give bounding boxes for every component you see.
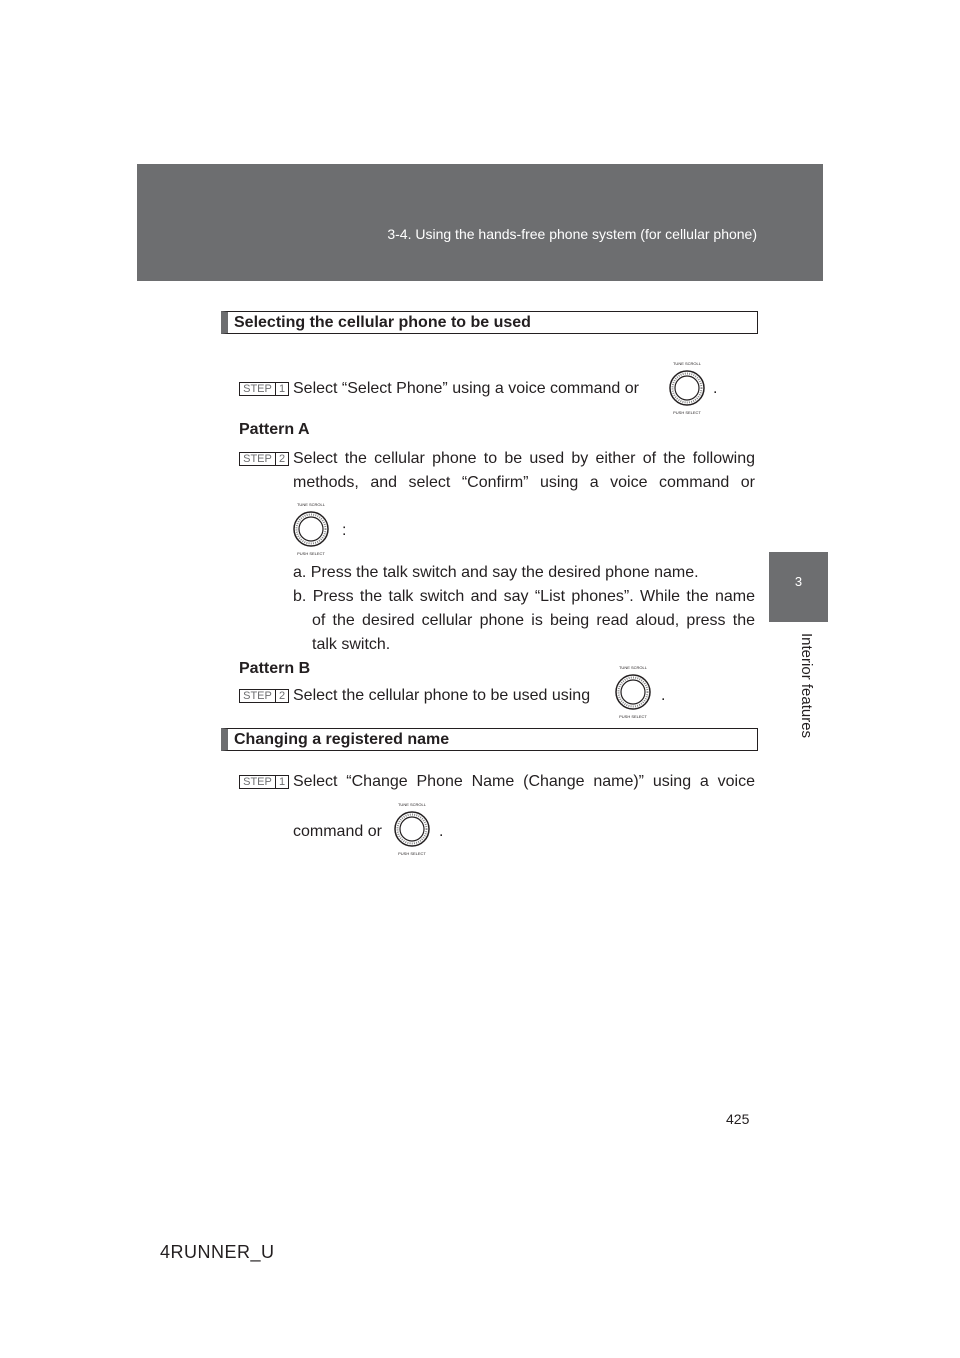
- step-text-end: .: [713, 380, 718, 397]
- list-item-b-line: of the desired cellular phone is being read aloud, press the: [312, 612, 755, 629]
- section-title-change-name: Changing a registered name: [221, 728, 758, 751]
- step-text: Select “Select Phone” using a voice command or: [293, 380, 639, 397]
- list-item-b-line: talk switch.: [312, 636, 391, 653]
- chapter-number: 3: [794, 574, 803, 589]
- tune-select-knob-icon: [668, 360, 706, 421]
- step-text-end: .: [439, 823, 444, 840]
- step-badge: [239, 452, 289, 466]
- step-badge-label: STEP: [240, 690, 276, 702]
- step-text-line: command or: [293, 823, 382, 840]
- tune-select-knob-icon: [393, 801, 431, 862]
- step-text-line: Select “Change Phone Name (Change name)” using a voice: [293, 773, 755, 790]
- knob-label-top: TUNE SCROLL: [296, 502, 326, 507]
- header-title: 3-4. Using the hands-free phone system (for cellular phone): [387, 226, 757, 242]
- step-text: Select the cellular phone to be used using: [293, 687, 591, 704]
- pattern-b-heading: Pattern B: [239, 660, 311, 677]
- knob-label-bottom: PUSH SELECT: [398, 851, 426, 856]
- list-item-b-line: b. Press the talk switch and say “List phones”. While the name: [293, 588, 755, 605]
- knob-label-bottom: PUSH SELECT: [619, 714, 647, 719]
- knob-label-top: TUNE SCROLL: [618, 665, 648, 670]
- tune-select-knob-icon: [614, 664, 652, 725]
- step-text-colon: :: [342, 522, 347, 539]
- section-title-select-phone: Selecting the cellular phone to be used: [221, 311, 758, 334]
- knob-label-top: TUNE SCROLL: [672, 361, 702, 366]
- step-badge: [239, 775, 289, 789]
- page-number: 425: [726, 1111, 750, 1127]
- list-item-a: a. Press the talk switch and say the desired phone name.: [293, 564, 699, 581]
- step-badge-label: STEP: [240, 453, 276, 465]
- chapter-tab: [769, 552, 828, 622]
- footer-code: 4RUNNER_U: [160, 1242, 275, 1262]
- step-badge-label: STEP: [240, 383, 276, 395]
- step-badge-number: 1: [278, 383, 286, 395]
- chapter-label: Interior features: [798, 633, 815, 739]
- knob-label-bottom: PUSH SELECT: [673, 410, 701, 415]
- knob-label-top: TUNE SCROLL: [397, 802, 427, 807]
- pattern-a-heading: Pattern A: [239, 421, 310, 438]
- step-badge-number: 2: [278, 690, 286, 702]
- knob-label-bottom: PUSH SELECT: [297, 551, 325, 556]
- step-badge: [239, 689, 289, 703]
- step-text-line: Select the cellular phone to be used by either of the following: [293, 450, 755, 467]
- step-badge-number: 2: [278, 453, 286, 465]
- tune-select-knob-icon: [292, 501, 330, 562]
- header-band: [137, 164, 823, 281]
- step-badge: [239, 382, 289, 396]
- step-badge-label: STEP: [240, 776, 276, 788]
- step-text-end: .: [661, 687, 666, 704]
- step-badge-number: 1: [278, 776, 286, 788]
- step-text-line: methods, and select “Confirm” using a voice command or: [293, 474, 755, 491]
